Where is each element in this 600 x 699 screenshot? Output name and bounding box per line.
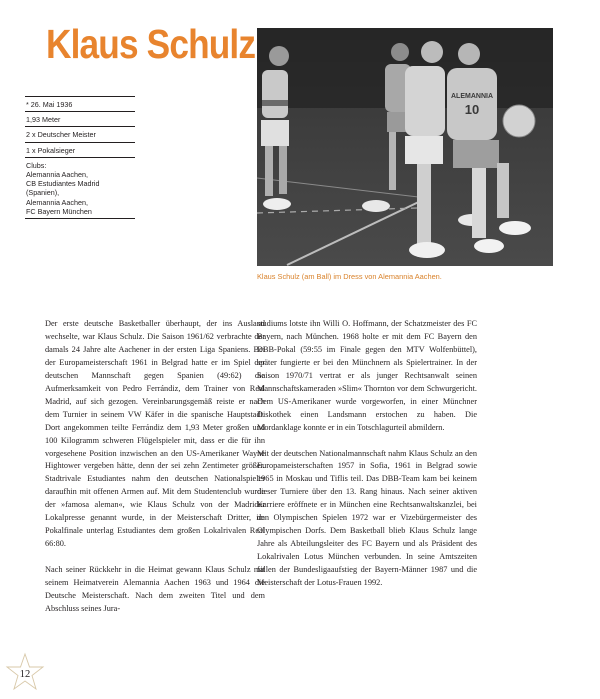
article-column-left — [45, 318, 265, 629]
article-paragraph: studiums lotste ihn Willi O. Hoffmann, der Schatzmeister des FC Bayern, nach München. 1968 holte er mit dem FC Bayern den DBB-Pokal (59:55 im Finale gegen den MTV Wolfenbüttel), später fungierte er bei den Münchnern als Spielertrainer. In der Saison 1970/71 vertrat er als junger Rechtsanwalt seinen Mannschaftskameraden »Slim« Thornton vor dem Schwurgericht. Dem US-Amerikaner wurde vorgeworfen, in einer Münchner Diskothek einen Landsmann erstochen zu haben. Die Mordanklage konnte er in ein Totschlagurteil abmildern. — [257, 319, 477, 432]
fact-championships: 2 x Deutscher Meister — [25, 127, 135, 142]
photo-illustration — [257, 28, 553, 266]
jersey-text: ALEMANNIA — [451, 93, 493, 100]
article-paragraph: Der erste deutsche Basketballer überhaupt, der ins Ausland wechselte, war Klaus Schulz. Die Saison 1961/62 verbrachte der damals 24 Jahre alte Aachener in der ersten Liga Spaniens. Bei der Europameisterschaft 1961 in Belgrad hatte er im Spiel der deutschen Mannschaft gegen Spanien (49:62) die Aufmerksamkeit von Pedro Ferrándiz, dem Trainer von Real Madrid, auf sich gezogen. Vereinbarungsgemäß reiste er nach dem Turnier in seinem VW Käfer in die spanische Hauptstadt. Dort angekommen teilte Ferrándiz dem 1,93 Meter großen und 100 Kilogramm schweren Flügelspieler mit, dass er die für ihn vorgesehene Position inzwischen an den US-Amerikaner Wayne Hightower vergeben hätte, denn der sei zehn Zentimeter größer. Stadtrivale Estudiantes nahm den deutschen Nationalspieler daraufhin mit offenen Armen auf. Mit dem Studentenclub wurde der »famosa aleman«, wie Klaus Schulz von der Madrider Lokalpresse genannt wurde, in der Meisterschaft Dritter, im Pokalfinale unterlag Estudiantes dem großen Lokalrivalen Real 66:80. — [45, 319, 265, 549]
fact-height: 1,93 Meter — [25, 112, 135, 127]
article-column-right — [257, 318, 477, 603]
page-number-badge — [5, 652, 45, 694]
article-paragraph: Nach seiner Rückkehr in die Heimat gewann Klaus Schulz mit seinem Heimatverein Alemannia Aachen 1963 und 1964 die Deutsche Meisterschaft. Nach dem zweiten Titel und dem Abschluss seines Jura- — [45, 565, 265, 613]
page-title: Klaus Schulz — [46, 21, 256, 67]
club-item: Alemannia Aachen, — [26, 170, 88, 180]
club-item: FC Bayern München — [26, 206, 92, 216]
fact-cup-wins: 1 x Pokalsieger — [25, 143, 135, 158]
page-number: 12 — [19, 669, 31, 680]
fact-box — [25, 96, 135, 219]
club-item: (Spanien), — [26, 188, 60, 198]
photo-caption: Klaus Schulz (am Ball) im Dress von Alemannia Aachen. — [257, 272, 442, 281]
jersey-number: 10 — [464, 102, 480, 117]
clubs-label: Clubs: — [26, 160, 47, 170]
basketball-photo — [257, 28, 553, 266]
fact-clubs — [25, 158, 135, 219]
club-item: CB Estudiantes Madrid — [26, 179, 100, 189]
article-paragraph: Mit der deutschen Nationalmannschaft nahm Klaus Schulz an den Europameisterschaften 1957 in Sofia, 1961 in Belgrad sowie 1965 in Moskau und Tiflis teil. Das DBB-Team kam bei keinem dieser Turniere über den 13. Rang hinaus. Nach seiner aktiven Karriere eröffnete er in München eine Rechtsanwaltskanzlei, bei den Olympischen Spielen 1972 war er Vizebürgermeister des Olympischen Dorfs. Dem Basketball blieb Klaus Schulz lange Jahre als Abteilungsleiter des FC Bayern und als Präsident des Lokalrivalen Lotus München verbunden. In seine Amtszeiten fallen der Bundesligaaufstieg der Bayern-Männer 1987 und die Meisterschaft der Lotus-Frauen 1992. — [257, 448, 477, 588]
basketball — [503, 105, 535, 137]
fact-birthdate: * 26. Mai 1936 — [25, 97, 135, 112]
club-item: Alemannia Aachen, — [26, 197, 88, 207]
